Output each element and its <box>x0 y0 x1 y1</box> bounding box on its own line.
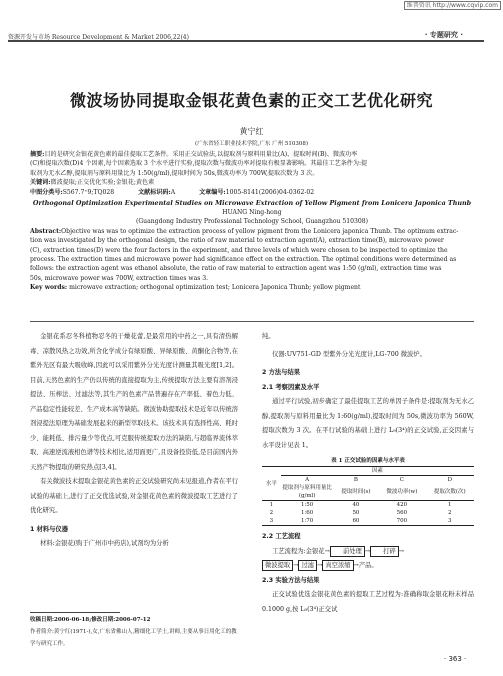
intro-paragraph-2: 有关微波技术提取金银花黄色素的正交试验研究尚未见报道,作者在平行试验的基础上,进行了正交优选试验,对金银花黄色素的微波提取工艺进行了优化研究。 <box>30 478 238 514</box>
author-english: HUANG Ning-hong <box>222 209 282 217</box>
abstract-cn-line-3: 取剂为无水乙醇,提取剂与原料用量比为 1:50(g/ml),提取时间为 50s,微波功率为 700W,提取次数为 3 次。 <box>30 169 319 177</box>
section-2-1-heading: 2.1 考察因素及水平 <box>262 383 320 391</box>
table-1-caption: 表 1 正交试验的因素与水平表 <box>331 458 405 464</box>
table-factor-letter: D <box>447 477 452 483</box>
table-factor-name: 提取剂与原料用量比(g/ml) <box>282 485 332 499</box>
section-1-heading: 1 材料与仪器 <box>30 525 69 533</box>
affiliation-english: (Guangdong Industry Professional Technology School, Guangzhou 510308) <box>135 218 369 226</box>
abstract-cn-line-1: 摘要:目的是研究金银花黄色素的最佳提取工艺条件。采用正交试验法,以提取剂与原料用量比(A)、提取时间(B)、微波功率 <box>30 151 358 158</box>
section-2-2-heading: 2.2 工艺流程 <box>262 533 301 540</box>
author: 黄宁红 <box>239 127 264 136</box>
running-header-left: 资源开发与市场 Resource Development & Market 2006,22(4) <box>8 34 189 41</box>
table-row: 2 1:60 50 560 2 <box>269 510 452 516</box>
abstract-cn-line-2: (C)和提取次数(D)4 个因素,每个因素选取 3 个水平进行实验,提取次数与微波功率对提取有极显著影响。其最佳工艺条件为:提 <box>30 160 368 168</box>
table-factor-name: 提取次数(次) <box>433 489 466 495</box>
abstract-en-line-5: follows: the extraction agent was ethanol absolute, the ratio of raw material to extraction agent was 1:50 (g/ml), extraction time was <box>30 265 442 273</box>
abstract-rule <box>30 321 474 322</box>
column-right <box>262 330 474 617</box>
column-left <box>30 330 238 552</box>
abstract-en-label: Abstract: <box>30 227 62 235</box>
keywords-en: Key words: microwave extraction; orthogonal optimization test; Lonicera Japonica Thunb; yellow pigment <box>30 284 361 292</box>
factor-level-table <box>262 466 474 526</box>
paper-title: 微波场协同提取金银花黄色素的正交工艺优化研究 <box>69 91 433 110</box>
abstract-en-line-4: process. The extraction times and microwave power had significance effect on the extraction. The optimal conditions were determined as <box>30 256 457 264</box>
page-number: · 363 · <box>444 655 467 663</box>
abstract-en-line-1: Abstract:Objective was was to optimize the extraction process of yellow pigment from the Lonicera japonica Thunb. The optimum extrac- <box>30 227 459 235</box>
table-factor-letter: B <box>353 477 358 483</box>
table-header-factor: 因素 <box>281 467 474 476</box>
table-row: 3 1:70 60 700 3 <box>262 517 474 526</box>
flow-step-crush: 打碎 <box>370 546 399 557</box>
footnotes <box>30 614 238 650</box>
abstract-en-line-6: 50s, microwave power was 700W, extraction times was 3. <box>30 274 209 282</box>
materials-paragraph: 材料:金银花(购于广州市中药店),试剂均为分析 <box>40 540 169 547</box>
flow-step-pretreatment: 前处理 <box>330 546 365 557</box>
table-factor-name: 提取时间(s) <box>341 489 371 495</box>
abstract-block <box>30 150 474 293</box>
section-2-3-heading: 2.3 实验方法与结果 <box>262 576 320 584</box>
methods-paragraph: 正交试验优选金银花黄色素的提取工艺过程为:准确称取金银花粉末样品 0.1000 g,按 L₉(3⁴)正交试 <box>262 591 474 613</box>
abstract-en-line-3: (C), extraction times(D) were the four factors in the experiment, and three levels of which were chosen to be inspected to optimize the <box>30 246 448 254</box>
factors-paragraph: 通过平行试验,初步确定了最佳提取工艺的单因子条件是:提取剂为无水乙醇,提取剂与原料用量比为 1:60(g/ml),提取时间为 50s,微波功率为 560W,提取次数为 3 次。在平行试验的基础上进行 L₉(3⁴)的正交试验,正交因素与水平设计见表 1。 <box>262 398 474 449</box>
title-english: Orthogonal Optimization Experimental Studies on Microwave Extraction of Yellow Pigment from Lonicera Japonica Thunb <box>32 199 472 208</box>
keywords-cn: 关键词:微波提取;正交优化实验;金银花;黄色素 <box>30 179 155 187</box>
process-flow: 工艺流程为:金银花→ 前处理 → 打碎 → <box>272 547 405 555</box>
table-header-level: 水平 <box>262 467 281 501</box>
footnote-author-bio: 作者简介:黄宁红(1971-),女,广东省佛山人,精细化工学士,讲师,主要从事日用化工的教学与研究工作。 <box>30 629 237 647</box>
section-2-heading: 2 方法与结果 <box>262 369 301 376</box>
classification-line: 中图分类号:S567.7⁺9;TQ028 文献标识码:A 文章编号:1005-8141(2006)04-0362-02 <box>30 188 315 196</box>
watermark-stamp: 维普资讯 http://www.cqvip.com <box>404 1 501 10</box>
header-rule <box>8 40 484 42</box>
running-header-right: · 专题研究 · <box>424 31 463 39</box>
table-factor-letter: A <box>305 477 310 483</box>
flow-step-vacuum-concentrate: 真空浓缩 <box>322 560 353 571</box>
instruments-paragraph: 仪器:UV751-GD 型紫外分光光度计,LG-700 微波炉。 <box>272 350 426 358</box>
abstract-en-line-2: tion was investigated by the orthogonal design, the ratio of raw material to extraction agent(A), extraction time(B), microwave power <box>30 237 444 245</box>
table-factor-letter: C <box>399 477 404 483</box>
table-factor-name: 微波功率(w) <box>386 489 418 495</box>
affiliation: (广东省轻工职业技术学院,广东 广州 510308) <box>194 141 309 147</box>
footnote-rule <box>30 612 120 613</box>
intro-paragraph-1: 金银花系忍冬科植物忍冬的干燥花蕾,是最常用的中药之一,具有清热解毒、凉散风热之功效,所含化学成分有绿原酸、异绿原酸、黄酮化合物等,在紫外光区有最大吸收峰,因此可以采用紫外分光光度计测量其吸光度[1,2]。目前,天然色素的生产仍以传统的直接提取为主,传统提取方法主要有溶剂浸提法、压榨法、过滤法等,其生产的色素产品普遍存在产率低、着色力低、产品稳定性能较差、生产成本高等缺陷。微波协助提取技术是近年以传统溶剂浸提法原理为基础发展起来的新型萃取技术。该技术具有选择性高、耗时少、能耗低、排污量少等优点,可克服传统提取方法的缺陷,与超临界流体萃取、高速逆流液相色谱等技术相比,适用面更广,且设备投资低,是目前国内外天然产物提取的研究热点[3,4]。 <box>30 333 238 471</box>
flow-step-microwave-extraction: 微波提取 <box>262 560 293 571</box>
materials-continued: 纯。 <box>262 333 275 340</box>
table-row: 1 1:50 40 420 1 <box>269 502 452 508</box>
process-flow-line-2: 微波提取 → 过滤 → 真空浓缩 →产品。 <box>262 559 474 574</box>
abstract-cn-label: 摘要: <box>30 151 45 158</box>
flow-step-filter: 过滤 <box>298 560 317 571</box>
footnote-received: 收稿日期:2006-06-18;修改日期:2006-07-12 <box>30 617 151 623</box>
